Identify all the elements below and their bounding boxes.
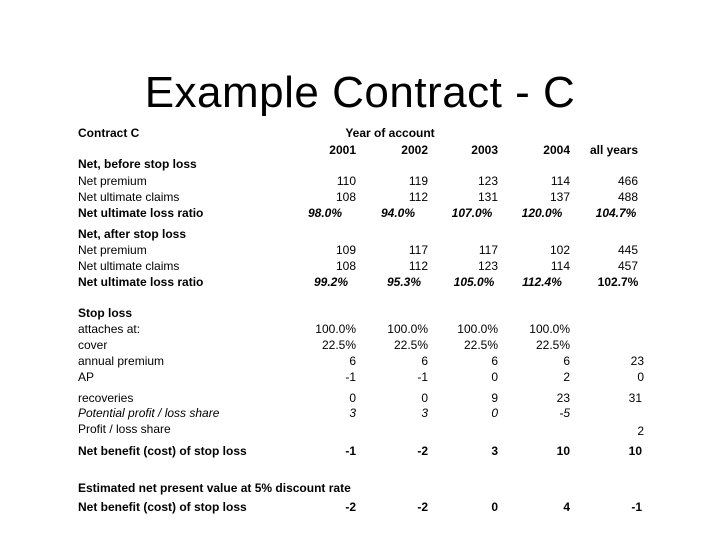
cell: 3 — [421, 406, 428, 420]
cell: 0 — [491, 406, 498, 420]
cell: -5 — [559, 406, 570, 420]
cell: 22.5% — [393, 338, 428, 352]
cell: 104.7% — [595, 206, 637, 220]
cell: -1 — [345, 444, 356, 458]
cell: 10 — [628, 444, 642, 458]
cell: 107.0% — [451, 206, 493, 220]
cell: 108 — [335, 259, 356, 273]
npv-label: Net benefit (cost) of stop loss — [78, 500, 247, 514]
cell: 0 — [491, 370, 498, 384]
cell: 102 — [549, 243, 570, 257]
all-years-header: all years — [589, 143, 638, 157]
cell: 466 — [617, 174, 638, 188]
cell: 94.0% — [380, 206, 416, 220]
cell: 117 — [478, 243, 498, 257]
cell: 100.0% — [315, 322, 356, 336]
row-label: Net ultimate claims — [78, 259, 180, 273]
cell: 23 — [556, 391, 570, 405]
row-label: Net premium — [78, 243, 147, 257]
cell: 6 — [491, 354, 498, 368]
cell: 10 — [556, 444, 570, 458]
cell: 137 — [549, 190, 570, 204]
cell: 112.4% — [522, 275, 562, 289]
cell: 2 — [563, 370, 570, 384]
row-label: Net ultimate claims — [78, 190, 180, 204]
cell: 120.0% — [521, 206, 563, 220]
year-of-account-label: Year of account — [345, 126, 435, 140]
row-label: Net ultimate loss ratio — [78, 275, 204, 289]
cell: 6 — [563, 354, 570, 368]
cell: 98.0% — [307, 206, 343, 220]
row-label: Potential profit / loss share — [78, 406, 220, 420]
row-label: cover — [78, 338, 108, 352]
cell: 100.0% — [387, 322, 428, 336]
year-header: 2004 — [543, 143, 570, 157]
cell: 22.5% — [321, 338, 356, 352]
cell: 117 — [408, 243, 428, 257]
section-heading: Net, after stop loss — [78, 227, 187, 241]
cell: -2 — [345, 500, 356, 514]
cell: 3 — [491, 444, 498, 458]
cell: 488 — [617, 190, 638, 204]
contract-label: Contract C — [78, 126, 140, 140]
cell: -1 — [345, 370, 356, 384]
year-header: 2001 — [329, 143, 356, 157]
cell: 123 — [477, 174, 498, 188]
cell: 112 — [408, 259, 428, 273]
cell: 2 — [637, 424, 644, 438]
cell: 119 — [408, 174, 428, 188]
cell: -2 — [417, 444, 428, 458]
cell: 31 — [628, 391, 642, 405]
cell: 445 — [617, 243, 638, 257]
cell: 6 — [349, 354, 356, 368]
row-label: Net ultimate loss ratio — [78, 206, 204, 220]
cell: 4 — [563, 500, 570, 514]
cell: 99.2% — [313, 275, 349, 289]
cell: 457 — [617, 259, 638, 273]
cell: 6 — [421, 354, 428, 368]
cell: 0 — [491, 500, 498, 514]
cell: 110 — [336, 174, 356, 188]
cell: 100.0% — [529, 322, 570, 336]
row-label: recoveries — [78, 391, 134, 405]
section-heading: Stop loss — [78, 306, 133, 320]
cell: 3 — [349, 406, 356, 420]
cell: 22.5% — [463, 338, 498, 352]
cell: 102.7% — [597, 275, 639, 289]
page-title: Example Contract - C — [144, 68, 576, 117]
cell: 22.5% — [535, 338, 570, 352]
cell: 105.0% — [453, 275, 495, 289]
cell: 0 — [637, 370, 644, 384]
cell: 23 — [630, 354, 644, 368]
cell: -2 — [417, 500, 428, 514]
cell: -1 — [417, 370, 428, 384]
cell: 131 — [477, 190, 498, 204]
row-label: Profit / loss share — [78, 422, 171, 436]
cell: -1 — [631, 500, 642, 514]
cell: 108 — [335, 190, 356, 204]
net-benefit-label: Net benefit (cost) of stop loss — [78, 444, 247, 458]
cell: 114 — [550, 174, 570, 188]
year-header: 2002 — [401, 143, 428, 157]
npv-heading: Estimated net present value at 5% discount rate — [78, 481, 351, 495]
cell: 114 — [550, 259, 570, 273]
row-label: AP — [78, 370, 95, 384]
year-header: 2003 — [471, 143, 498, 157]
cell: 112 — [408, 190, 428, 204]
row-label: attaches at: — [78, 322, 141, 336]
section-heading: Net, before stop loss — [78, 157, 197, 171]
row-label: Net premium — [78, 174, 147, 188]
cell: 109 — [335, 243, 356, 257]
cell: 123 — [477, 259, 498, 273]
row-label: annual premium — [78, 354, 165, 368]
cell: 95.3% — [386, 275, 422, 289]
cell: 0 — [421, 391, 428, 405]
cell: 100.0% — [457, 322, 498, 336]
cell: 9 — [491, 391, 498, 405]
cell: 0 — [349, 391, 356, 405]
